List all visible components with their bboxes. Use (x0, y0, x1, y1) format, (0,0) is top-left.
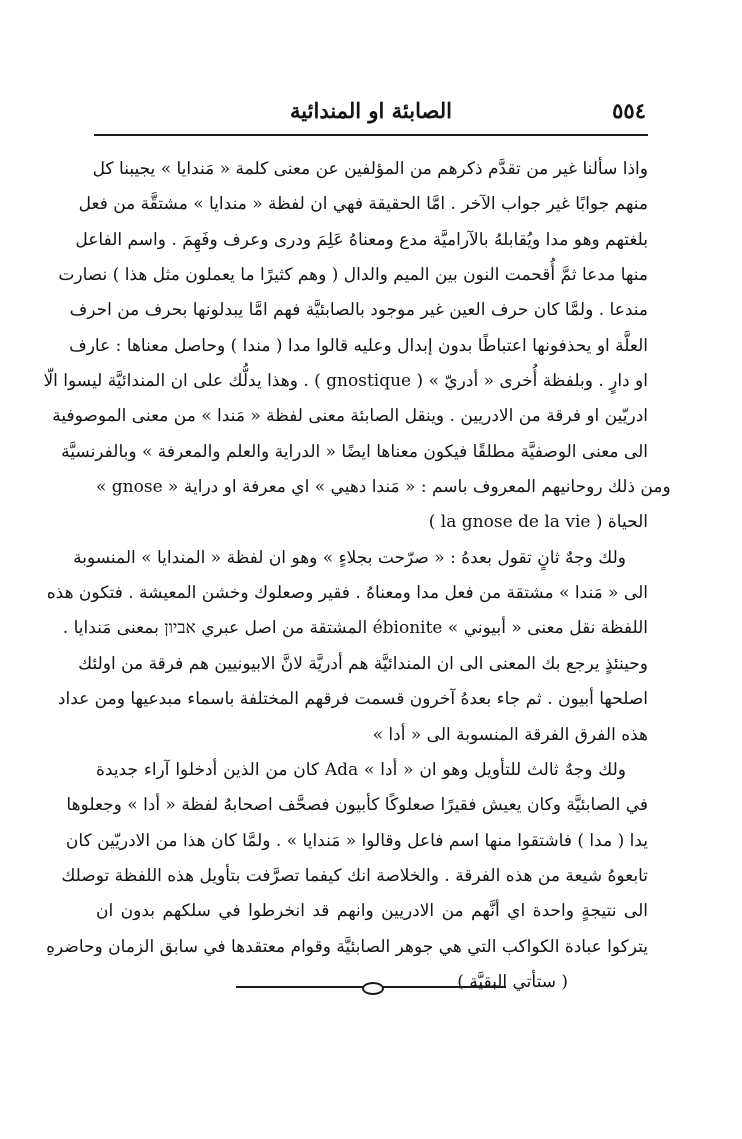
text-line: الى معنى الوصفيَّة مطلقًا فيكون معناها ايضًا « الدراية والعلم والمعرفة » وبالفرنسيَّة (61, 441, 648, 462)
running-title: الصابئة او المندائية (290, 98, 452, 123)
continuation-note: ( ستأتي البقيَّة ) (457, 971, 568, 992)
text-line: ادريّين او فرقة من الادريين . وينقل الصابئة معنى لفظة « مَندا » من معنى الموصوفية (52, 406, 648, 427)
text-line: واذا سألنا غير من تقدَّم ذكرهم من المؤلفين عن معنى كلمة « مَندايا » يجيبنا كل (92, 159, 648, 179)
page-header (92, 96, 650, 130)
text-line: منهم جوابًا غير جواب الآخر . امَّا الحقيقة فهي ان لفظة « مندايا » مشتقَّة من فعل (78, 194, 648, 215)
text-line: في الصابئيَّة وكان يعيش فقيرًا صعلوكًا كأبيون فصحَّف اصحابهُ لفظة « أدا » وجعلوها (66, 795, 648, 816)
article-body (43, 152, 671, 1000)
text-line: ولك وجهٌ ثانٍ تقول بعدهُ : « صرّحت بجلاءٍ » وهو ان لفظة « المندايا » المنسوبة (73, 547, 626, 568)
text-line: الى نتيجةٍ واحدة اي أنَّهم من الادريين وانهم قد انخرطوا في سلكهم بدون ان (96, 901, 648, 922)
page-number: ٥٥٤ (612, 98, 646, 123)
ornamental-rule (236, 984, 506, 990)
text-line: منها مدعا ثمَّ أُقحمت النون بين الميم والدال ( وهم كثيرًا ما يعملون مثل هذا ) نصارت (58, 265, 648, 286)
text-line: يدا ( مدا ) فاشتقوا منها اسم فاعل وقالوا « مَندايا » . ولمَّا كان هذا من الادريّين كان (65, 830, 648, 851)
text-line: او دارٍ . وبلفظة أُخرى « أدريّ » ( gnostique ) . وهذا يدلُّك على ان المندائيَّة ليسوا الّا (43, 371, 648, 392)
text-line: ولك وجهٌ ثالث للتأويل وهو ان « أدا » Ada كان من الذين أدخلوا آراء جديدة (96, 759, 626, 780)
text-line: وحينئذٍ يرجع بك المعنى الى ان المندائيَّة هم أدريَّة لانَّ الابيونيين هم فرقة من اولئك (78, 653, 648, 674)
text-line: مندعا . ولمَّا كان حرف العين غير موجود بالصابئيَّة فهم امَّا يبدلونها بحرف من احرف (69, 300, 648, 321)
text-line: الحياة ( la gnose de la vie ) (428, 512, 648, 533)
text-line: تابعوهُ شيعة من هذه الفرقة . والخلاصة انك كيفما تصرَّفت بتأويل هذه اللفظة توصلك (61, 865, 648, 886)
text-line: العلَّة او يحذفونها اعتباطًا بدون إبدال وعليه قالوا مدا ( مندا ) وحاصل معناها : عارف (69, 335, 648, 356)
text-line: هذه الفرق الفرقة المنسوبة الى « أدا » (372, 724, 648, 745)
ornamental-rule-knot (362, 982, 384, 995)
text-line: « gnose » ومن ذلك روحانيهم المعروف باسم : « مَندا دهيي » اي معرفة او دراية (96, 477, 671, 498)
header-rule (94, 134, 648, 136)
text-line: بلغتهم وهو مدا ويُقابلهُ بالآراميَّة مدع ومعناهُ عَلِمَ ودرى وعرف وفَهِمَ . واسم الفاعل (75, 229, 648, 250)
text-line: الى « مَندا » مشتقة من فعل مدا ومعناهُ . فقير وصعلوك وخشن المعيشة . فتكون هذه (46, 583, 648, 604)
text-line: يتركوا عبادة الكواكب التي هي جوهر الصابئيَّة وقوام معتقدها في سابق الزمان وحاضرهِ (46, 936, 648, 957)
text-line: اللفظة نقل معنى « أبيوني » ébionite المشتقة من اصل عبري אביון بمعنى مَندايا . (62, 618, 648, 639)
text-line: اصلحها أبيون . ثم جاء بعدهُ آخرون قسمت فرقهم المختلفة باسماء مبدعيها ومن عداد (57, 689, 648, 710)
